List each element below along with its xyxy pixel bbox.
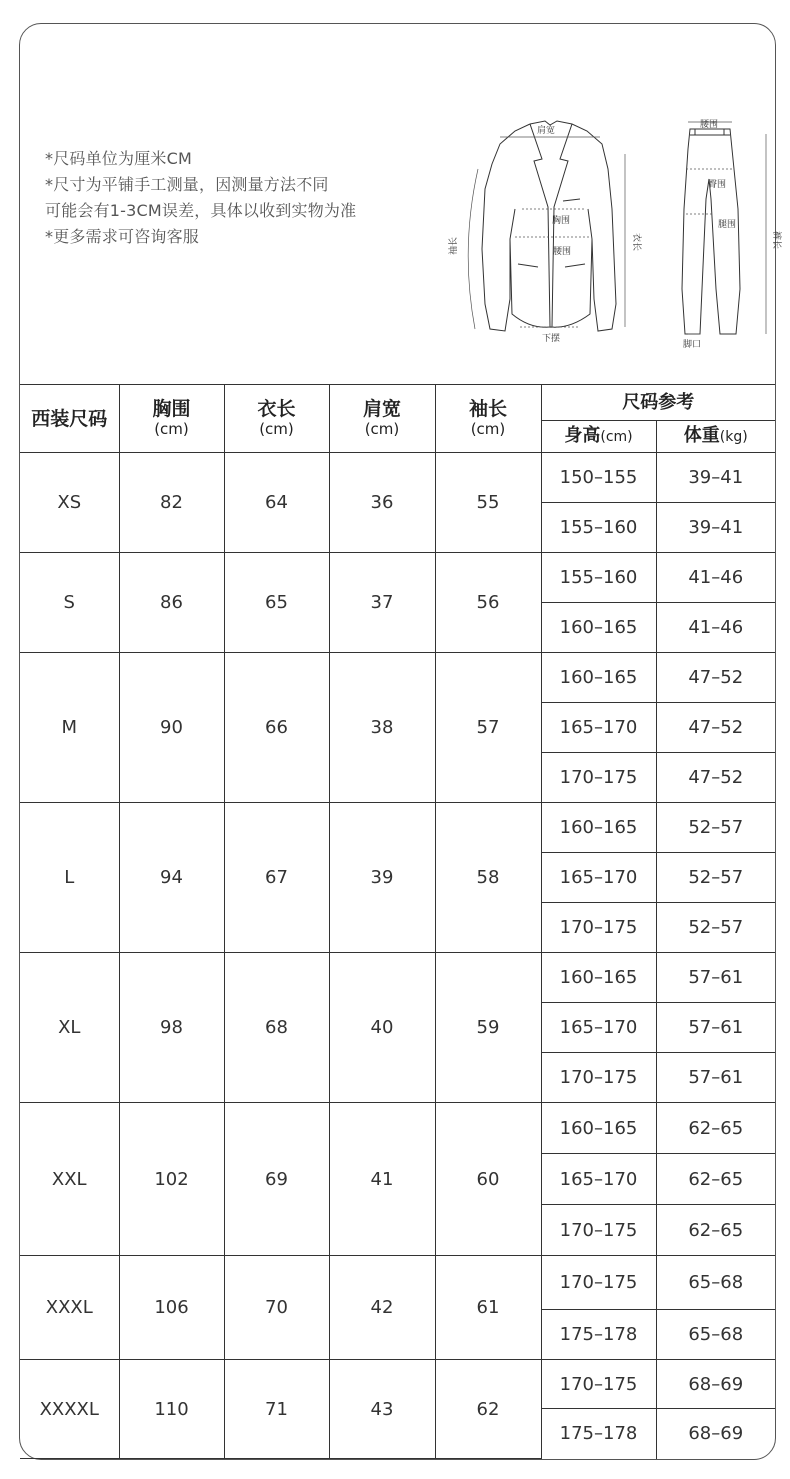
height-range-cell: 170–175 (541, 1205, 656, 1256)
sleeve-cell: 55 (435, 453, 541, 553)
table-row (20, 803, 775, 853)
header-size: 西装尺码 (20, 385, 119, 453)
shoulder-cell: 38 (329, 653, 435, 803)
header-length: 衣长 (cm) (224, 385, 329, 453)
sleeve-cell: 62 (435, 1360, 541, 1459)
weight-range-cell: 62–65 (656, 1103, 775, 1154)
size-cell: XL (20, 953, 119, 1103)
sleeve-cell: 56 (435, 553, 541, 653)
table-row (20, 453, 775, 503)
jacket-outline-icon (482, 121, 616, 331)
note-line: *更多需求可咨询客服 (45, 227, 200, 246)
height-range-cell: 160–165 (541, 953, 656, 1003)
header-chest: 胸围 (cm) (119, 385, 224, 453)
weight-range-cell: 65–68 (656, 1310, 775, 1360)
table-row (20, 553, 775, 603)
height-range-cell: 160–165 (541, 603, 656, 653)
size-table (20, 384, 775, 1459)
height-range-cell: 165–170 (541, 1154, 656, 1205)
weight-range-cell: 57–61 (656, 1053, 775, 1103)
chest-cell: 94 (119, 803, 224, 953)
length-cell: 67 (224, 803, 329, 953)
sleeve-cell: 57 (435, 653, 541, 803)
sleeve-cell: 60 (435, 1103, 541, 1256)
height-range-cell: 170–175 (541, 1256, 656, 1310)
size-cell: XS (20, 453, 119, 553)
table-row (20, 953, 775, 1003)
height-range-cell: 165–170 (541, 703, 656, 753)
diagram-label-waist: 腰围 (553, 247, 572, 257)
chest-cell: 102 (119, 1103, 224, 1256)
height-range-cell: 170–175 (541, 903, 656, 953)
pants-outline-icon (682, 129, 740, 334)
sleeve-cell: 58 (435, 803, 541, 953)
note-line: *尺寸为平铺手工测量，因测量方法不同 (45, 175, 329, 194)
weight-range-cell: 62–65 (656, 1205, 775, 1256)
length-cell: 69 (224, 1103, 329, 1256)
diagram-label-hip: 臀围 (708, 180, 727, 190)
diagram-label-shoulder: 肩宽 (537, 126, 556, 136)
length-cell: 70 (224, 1256, 329, 1360)
weight-range-cell: 47–52 (656, 653, 775, 703)
weight-range-cell: 41–46 (656, 603, 775, 653)
weight-range-cell: 52–57 (656, 903, 775, 953)
shoulder-cell: 39 (329, 803, 435, 953)
size-cell: XXXXL (20, 1360, 119, 1459)
height-range-cell: 155–160 (541, 553, 656, 603)
weight-range-cell: 52–57 (656, 853, 775, 903)
garment-measurement-diagram (430, 89, 781, 359)
height-range-cell: 175–178 (541, 1409, 656, 1459)
shoulder-cell: 36 (329, 453, 435, 553)
size-chart-card (19, 23, 781, 1460)
height-range-cell: 165–170 (541, 1003, 656, 1053)
weight-range-cell: 39–41 (656, 453, 775, 503)
chest-cell: 98 (119, 953, 224, 1103)
weight-range-cell: 47–52 (656, 753, 775, 803)
length-cell: 71 (224, 1360, 329, 1459)
table-row (20, 1256, 775, 1310)
chest-cell: 110 (119, 1360, 224, 1459)
header-sleeve: 袖长 (cm) (435, 385, 541, 453)
sleeve-cell: 59 (435, 953, 541, 1103)
shoulder-cell: 37 (329, 553, 435, 653)
weight-range-cell: 47–52 (656, 703, 775, 753)
sleeve-cell: 61 (435, 1256, 541, 1360)
header-size-reference: 尺码参考 (541, 385, 775, 421)
table-row (20, 1360, 775, 1409)
diagram-label-length: 衣长 (631, 233, 641, 252)
length-cell: 68 (224, 953, 329, 1103)
shoulder-cell: 40 (329, 953, 435, 1103)
weight-range-cell: 57–61 (656, 1003, 775, 1053)
diagram-label-sleeve: 袖长 (449, 236, 459, 255)
diagram-label-thigh: 腿围 (718, 220, 737, 230)
header-weight: 体重(kg) (656, 421, 775, 453)
height-range-cell: 170–175 (541, 753, 656, 803)
note-line: 可能会有1-3CM误差，具体以收到实物为准 (45, 201, 357, 220)
measurement-notes (45, 146, 356, 250)
chest-cell: 86 (119, 553, 224, 653)
table-row (20, 1103, 775, 1154)
size-cell: XXL (20, 1103, 119, 1256)
diagram-label-leg-opening: 脚口 (683, 340, 702, 350)
header-height: 身高(cm) (541, 421, 656, 453)
shoulder-cell: 41 (329, 1103, 435, 1256)
height-range-cell: 155–160 (541, 503, 656, 553)
chest-cell: 106 (119, 1256, 224, 1360)
size-cell: XXXL (20, 1256, 119, 1360)
chest-cell: 90 (119, 653, 224, 803)
shoulder-cell: 43 (329, 1360, 435, 1459)
header-shoulder: 肩宽 (cm) (329, 385, 435, 453)
size-cell: M (20, 653, 119, 803)
height-range-cell: 170–175 (541, 1053, 656, 1103)
length-cell: 66 (224, 653, 329, 803)
size-cell: L (20, 803, 119, 953)
weight-range-cell: 57–61 (656, 953, 775, 1003)
height-range-cell: 160–165 (541, 653, 656, 703)
height-range-cell: 170–175 (541, 1360, 656, 1409)
note-line: *尺码单位为厘米CM (45, 149, 192, 168)
diagram-label-chest: 胸围 (552, 216, 571, 226)
weight-range-cell: 52–57 (656, 803, 775, 853)
length-cell: 64 (224, 453, 329, 553)
height-range-cell: 150–155 (541, 453, 656, 503)
weight-range-cell: 41–46 (656, 553, 775, 603)
height-range-cell: 160–165 (541, 1103, 656, 1154)
height-range-cell: 175–178 (541, 1310, 656, 1360)
weight-range-cell: 68–69 (656, 1360, 775, 1409)
height-range-cell: 160–165 (541, 803, 656, 853)
weight-range-cell: 68–69 (656, 1409, 775, 1459)
length-cell: 65 (224, 553, 329, 653)
size-cell: S (20, 553, 119, 653)
weight-range-cell: 62–65 (656, 1154, 775, 1205)
table-row (20, 653, 775, 703)
height-range-cell: 165–170 (541, 853, 656, 903)
weight-range-cell: 65–68 (656, 1256, 775, 1310)
chest-cell: 82 (119, 453, 224, 553)
shoulder-cell: 42 (329, 1256, 435, 1360)
diagram-label-hem: 下摆 (542, 334, 561, 344)
diagram-label-pants-waist: 腰围 (700, 120, 719, 130)
diagram-label-pants-length: 裤长 (771, 231, 781, 250)
weight-range-cell: 39–41 (656, 503, 775, 553)
